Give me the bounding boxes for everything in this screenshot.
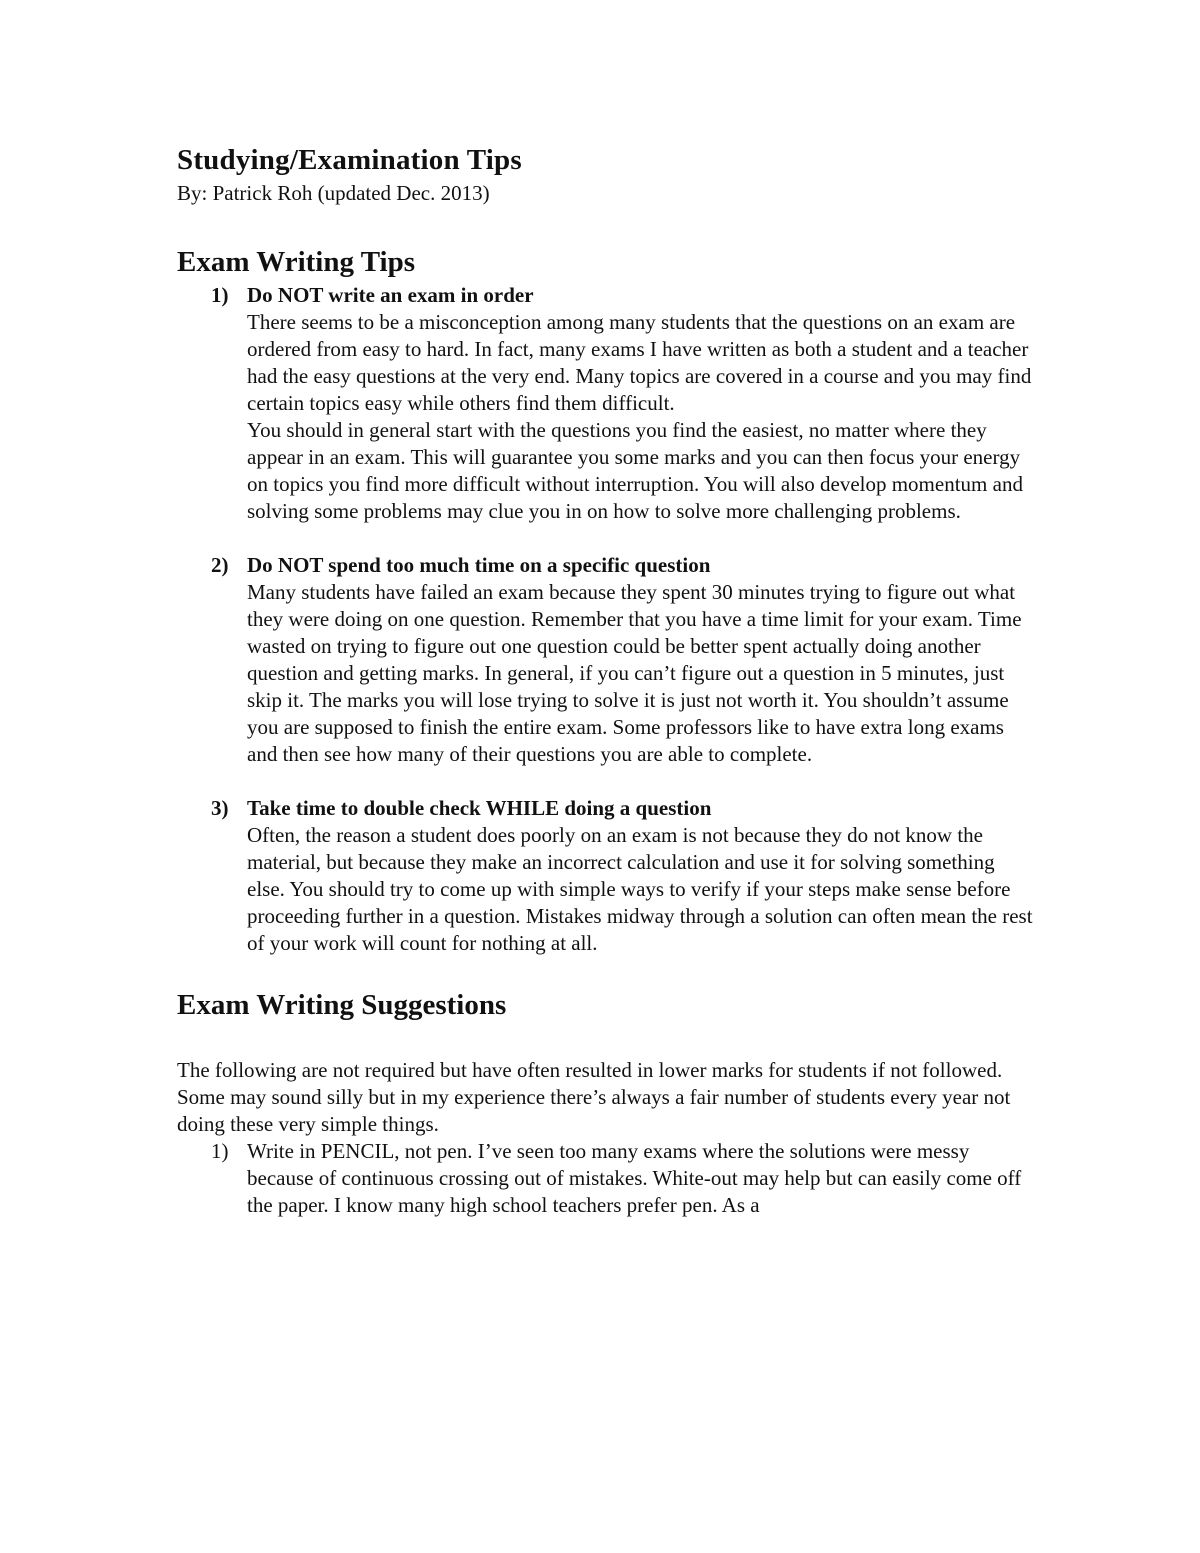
exam-writing-tips-heading: Exam Writing Tips (177, 246, 415, 278)
tip-number: 2) (211, 553, 229, 577)
suggestions-intro: The following are not required but have often resulted in lower marks for students if not followed. Some may sound silly but in my experience there’s always a fair number of students every year not doing these very simple things. (177, 1058, 1011, 1136)
suggestion-text: Write in PENCIL, not pen. I’ve seen too many exams where the solutions were messy because of continuous crossing out of mistakes. White-out may help but can easily come off the paper. I know many high school teachers prefer pen. As a (247, 1139, 1022, 1217)
document-title: Studying/Examination Tips (177, 144, 522, 176)
document-byline: By: Patrick Roh (updated Dec. 2013) (177, 181, 490, 205)
exam-writing-suggestions-heading: Exam Writing Suggestions (177, 989, 507, 1021)
tip-paragraph: You should in general start with the questions you find the easiest, no matter where they appear in an exam. This will guarantee you some marks and you can then focus your energy on topics you find more difficult without interruption. You will also develop momentum and solving some problems may clue you in on how to solve more challenging problems. (247, 418, 1023, 523)
tip-item-3 (177, 795, 1037, 957)
tip-number: 3) (211, 796, 229, 820)
tip-paragraph: Often, the reason a student does poorly on an exam is not because they do not know the material, but because they make an incorrect calculation and use it for solving something else. You should try to come up with simple ways to verify if your steps make sense before proceeding further in a question. Mistakes midway through a solution can often mean the rest of your work will count for nothing at all. (247, 823, 1033, 955)
tip-item-2 (177, 552, 1037, 768)
exam-writing-tips-list (177, 282, 1037, 957)
document-page (177, 140, 1037, 1219)
tip-title: Take time to double check WHILE doing a question (247, 796, 712, 820)
tip-paragraph: There seems to be a misconception among many students that the questions on an exam are ordered from easy to hard. In fact, many exams I have written as both a student and a teacher had the easy questions at the very end. Many topics are covered in a course and you may find certain topics easy while others find them difficult. (247, 310, 1032, 415)
tip-title: Do NOT write an exam in order (247, 283, 534, 307)
tip-title: Do NOT spend too much time on a specific question (247, 553, 711, 577)
suggestion-number: 1) (211, 1139, 229, 1163)
tip-number: 1) (211, 283, 229, 307)
exam-writing-suggestions-list (177, 1138, 1037, 1219)
suggestion-item-1 (177, 1138, 1037, 1219)
tip-paragraph: Many students have failed an exam because they spent 30 minutes trying to figure out what they were doing on one question. Remember that you have a time limit for your exam. Time wasted on trying to figure out one question could be better spent actually doing another question and getting marks. In general, if you can’t figure out a question in 5 minutes, just skip it. The marks you will lose trying to solve it is just not worth it. You shouldn’t assume you are supposed to finish the entire exam. Some professors like to have extra long exams and then see how many of their questions you are able to complete. (247, 580, 1022, 766)
tip-item-1 (177, 282, 1037, 525)
